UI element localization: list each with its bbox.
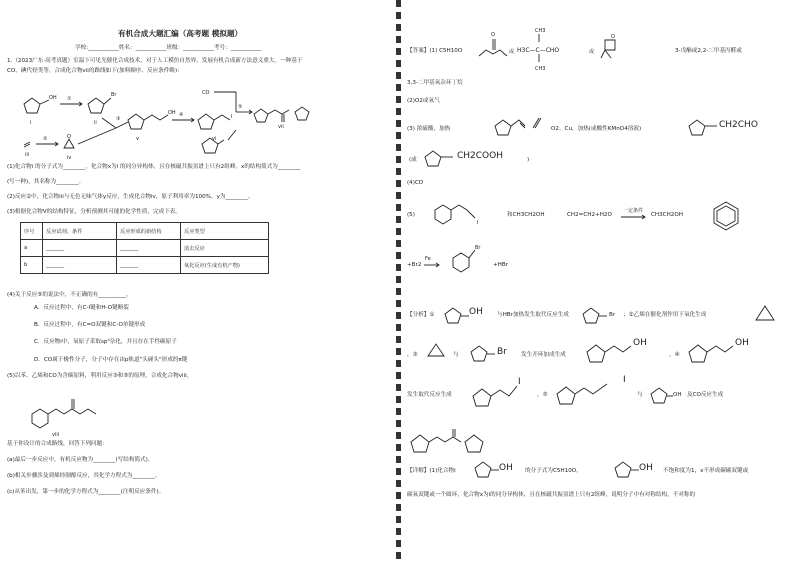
q1-sub5-a: 基于你设计的合成路线，回答下列问题： bbox=[7, 441, 108, 447]
q1-sub5-b: (a)最后一步反应中，有机反应物为________(写结构简式)。 bbox=[7, 457, 154, 463]
compound-v-ring bbox=[128, 114, 144, 129]
compound-vii-ring-2 bbox=[295, 107, 309, 120]
detail-line-1-b: 的分子式为C5H10O， bbox=[525, 468, 582, 474]
answer-5-label: (5) bbox=[407, 212, 415, 218]
analysis-bromide-2 bbox=[465, 340, 515, 370]
answer-or-2: 或 bbox=[589, 49, 595, 55]
aldehyde-chain: H3C—C—CHO bbox=[517, 47, 560, 54]
answer-5-equation: CH2=CH2+H2O bbox=[567, 212, 612, 218]
compound-iv-epoxide bbox=[64, 139, 74, 148]
analysis-oh: OH bbox=[469, 307, 483, 317]
compound-viii bbox=[28, 392, 108, 442]
answer-column bbox=[401, 0, 794, 562]
methyl-top: CH3 bbox=[535, 28, 546, 34]
student-info-line: 学校:___________姓名：___________班级：___________考号：___________ bbox=[75, 45, 262, 51]
label-vi: vi bbox=[212, 136, 217, 142]
analysis-oh-2: OH bbox=[633, 338, 647, 348]
analysis-line-1-b: 与HBr加热发生取代反应生成 bbox=[497, 312, 569, 318]
answer-3-ring-2 bbox=[419, 145, 459, 175]
analysis-oh-4: OH bbox=[673, 392, 682, 398]
label-ii: ii bbox=[94, 120, 97, 126]
analysis-i: I bbox=[518, 377, 521, 387]
compound-i-oh: OH bbox=[49, 95, 57, 101]
q1-intro-line-1: 1.（2023广东·高考真题）室温下可见光催化合成技术，对于人工模仿自然界、发展有机合成新方法意义重大。一种基于 bbox=[7, 58, 303, 64]
answer-3-c-suffix: ) bbox=[527, 157, 530, 163]
analysis-oh-3: OH bbox=[735, 338, 749, 348]
iodide-i: I bbox=[477, 220, 479, 226]
compound-v-oh: OH bbox=[168, 110, 176, 116]
answer-3-ring-1 bbox=[683, 114, 723, 144]
detail-line-1-a: 【详解】(1)化合物i bbox=[407, 468, 456, 474]
table-cell: a bbox=[21, 240, 43, 257]
table-header: 反应形成的新结构 bbox=[117, 223, 181, 240]
label-i: i bbox=[30, 120, 32, 126]
q1-sub2: (2)反应②中，化合物iii与无色无味气体y反应，生成化合物iv，原子利用率为100%。y为________。 bbox=[7, 194, 254, 200]
analysis-line-1-c: ；②乙烯在催化剂作用下氧化生成 bbox=[623, 312, 707, 318]
analysis-line-1: 【分析】① bbox=[407, 312, 435, 318]
oxetane-o: O bbox=[611, 34, 615, 40]
step-1: ① bbox=[67, 96, 72, 102]
bromobenzene bbox=[443, 242, 493, 286]
option-a: A．反应过程中，有C-I键和H-O键断裂 bbox=[34, 305, 129, 311]
answer-1-names-cont: 3,3-二甲基氧杂环丁烷 bbox=[407, 80, 463, 86]
methyl-bottom: CH3 bbox=[535, 66, 546, 72]
label-vii: vii bbox=[278, 124, 284, 130]
detail-line-1-c: 不饱和度为1，x不形成碳碳双键或 bbox=[663, 468, 749, 474]
analysis-iodide bbox=[467, 378, 537, 418]
answer-3-a: (3) 浓硫酸，加热 bbox=[407, 126, 451, 132]
option-c: C．反应物i中，氧原子采取sp³杂化，并且存在手性碳原子 bbox=[34, 339, 177, 345]
table-cell: 氧化反应(生成有机产物) bbox=[181, 257, 269, 274]
step-4: ④ bbox=[179, 112, 184, 118]
q1-sub4: (4)关于反应⑤的说法中，不正确的有__________。 bbox=[7, 292, 132, 298]
table-cell-blank[interactable]: _______ bbox=[43, 240, 117, 257]
label-iii: iii bbox=[25, 152, 30, 158]
q1-sub5: (5)以苯、乙烯和CO为含碳原料，利用反应③和⑤的原理，合成化合物viii。 bbox=[7, 373, 193, 379]
q1-sub5-c: (b)相关步骤涉及到烯烃制醇反应，其化学方程式为________。 bbox=[7, 473, 161, 479]
synthesis-scheme bbox=[16, 82, 316, 162]
table-header: 反应类型 bbox=[181, 223, 269, 240]
label-v: v bbox=[136, 136, 139, 142]
answer-3-ch2cho: CH2CHO bbox=[719, 120, 758, 130]
compound-ii-ring bbox=[88, 98, 104, 113]
analysis-line-2-b: 与 bbox=[453, 352, 459, 358]
answer-5-fe: Fe bbox=[425, 256, 431, 262]
ketone-o: O bbox=[491, 32, 495, 38]
label-viii: viii bbox=[52, 432, 60, 438]
option-d: D．CO属于极性分子，分子中存在由p轨道"头碰头"形成的π键 bbox=[34, 357, 188, 363]
detail-line-2: 碳氧双键或一个圆环，化合物x为i的同分异构体，且在核磁共振氢谱上只有2组峰，说明分子中有对称结构，不对称的 bbox=[407, 492, 696, 498]
answer-5-condition: 一定条件 bbox=[623, 208, 644, 214]
answer-4: (4)CD bbox=[407, 180, 424, 186]
ethylene-fragment bbox=[531, 116, 547, 132]
compound-vii-ring-1 bbox=[254, 109, 268, 122]
compound-vi-ring bbox=[198, 114, 214, 129]
step-3: ③ bbox=[116, 116, 121, 122]
analysis-br-2: Br bbox=[497, 347, 507, 357]
step-5: ⑤ bbox=[238, 104, 243, 110]
benzene-ring bbox=[711, 200, 741, 234]
property-table bbox=[20, 222, 269, 274]
table-header: 反应试剂、条件 bbox=[43, 223, 117, 240]
compound-ii-br: Br bbox=[111, 92, 117, 98]
analysis-line-2-d: ，④ bbox=[669, 352, 680, 358]
answer-5-product: CH3CH2OH bbox=[651, 212, 683, 218]
analysis-line-3-d: 及CO反应生成 bbox=[687, 392, 724, 398]
answer-3-b: O2、Cu，加热(或酸性KMnO4溶液) bbox=[551, 126, 642, 132]
q1-sub1-line-1: (1)化合物i 的分子式为________。化合物x为i 的同分异构体，且在核磁共振氢谱上只有2组峰。x的结构简式为________ bbox=[7, 164, 301, 170]
answer-1-label: 【答案】(1) C5H10O bbox=[407, 48, 463, 54]
answer-3-ch2cooh: CH2COOH bbox=[457, 151, 503, 161]
q1-intro-line-2: CO，碘代烃类等，合成化合物vii的路线如下(加料顺序、反应条件略)： bbox=[7, 68, 183, 74]
analysis-line-2-c: 发生开环加成生成 bbox=[521, 352, 566, 358]
label-iv: iv bbox=[67, 155, 72, 161]
table-cell-blank[interactable]: _______ bbox=[43, 257, 117, 274]
step-2: ② bbox=[43, 136, 48, 142]
answer-3-c-prefix: (或 bbox=[409, 157, 417, 163]
table-header: 序号 bbox=[21, 223, 43, 240]
analysis-i-2: I bbox=[623, 375, 626, 385]
analysis-line-3-a: 发生取代反应生成 bbox=[407, 392, 452, 398]
answer-5-br2: +Br2 bbox=[407, 262, 422, 268]
analysis-iodide-2 bbox=[551, 376, 631, 416]
analysis-line-3-b: ，⑤ bbox=[537, 392, 548, 398]
analysis-line-3-c: 与 bbox=[637, 392, 643, 398]
analysis-alcohol-v bbox=[581, 334, 671, 374]
detail-oh: OH bbox=[499, 463, 513, 473]
epoxide-o: O bbox=[67, 134, 71, 140]
answer-5-and: 和CH3CH2OH bbox=[507, 212, 545, 218]
q1-sub3: (3)根据化合物V的结构特征，分析预测其可能的化学性质，完成下表。 bbox=[7, 209, 181, 215]
compound-i-ring bbox=[24, 98, 40, 113]
answer-5-fe-arrow bbox=[423, 262, 441, 268]
table-cell: 消去反应 bbox=[181, 240, 269, 257]
analysis-alcohol-v-2 bbox=[683, 334, 773, 374]
answer-or-1: 或 bbox=[509, 49, 515, 55]
analysis-bromide bbox=[577, 302, 627, 332]
detail-oh-2: OH bbox=[639, 463, 653, 473]
table-row bbox=[21, 240, 269, 257]
table-row bbox=[21, 257, 269, 274]
answer-1-structures bbox=[471, 26, 731, 86]
table-cell: b bbox=[21, 257, 43, 274]
table-cell-blank[interactable]: _______ bbox=[117, 240, 181, 257]
answer-5-hbr: +HBr bbox=[493, 262, 509, 268]
q1-sub5-d: (c)从苯出发，第一步的化学方程式为________(注明反应条件)。 bbox=[7, 489, 165, 495]
answer-5-iodide bbox=[429, 198, 509, 238]
answer-2: (2)O2或氧气 bbox=[407, 98, 440, 104]
analysis-epoxide bbox=[753, 302, 777, 326]
analysis-epoxide-2 bbox=[425, 340, 447, 362]
analysis-br: Br bbox=[609, 312, 616, 318]
table-cell-blank[interactable]: _______ bbox=[117, 257, 181, 274]
reagent-co: CO bbox=[202, 90, 210, 96]
analysis-line-2-a: ，③ bbox=[407, 352, 418, 358]
q1-sub1-line-2: (写一种)，其名称为________。 bbox=[7, 179, 85, 185]
option-b: B．反应过程中，有C=O双键和C-O单键形成 bbox=[34, 322, 146, 328]
bromobenzene-br: Br bbox=[475, 245, 481, 251]
compound-vi-i: I bbox=[231, 114, 233, 120]
answer-1-names: 3-戊酮或2,2-二甲基丙醛或 bbox=[675, 48, 742, 54]
answer-5-arrow bbox=[619, 214, 649, 220]
page-title: 有机合成大题汇编（高考题 模拟题） bbox=[118, 29, 243, 38]
table-header-row bbox=[21, 223, 269, 240]
